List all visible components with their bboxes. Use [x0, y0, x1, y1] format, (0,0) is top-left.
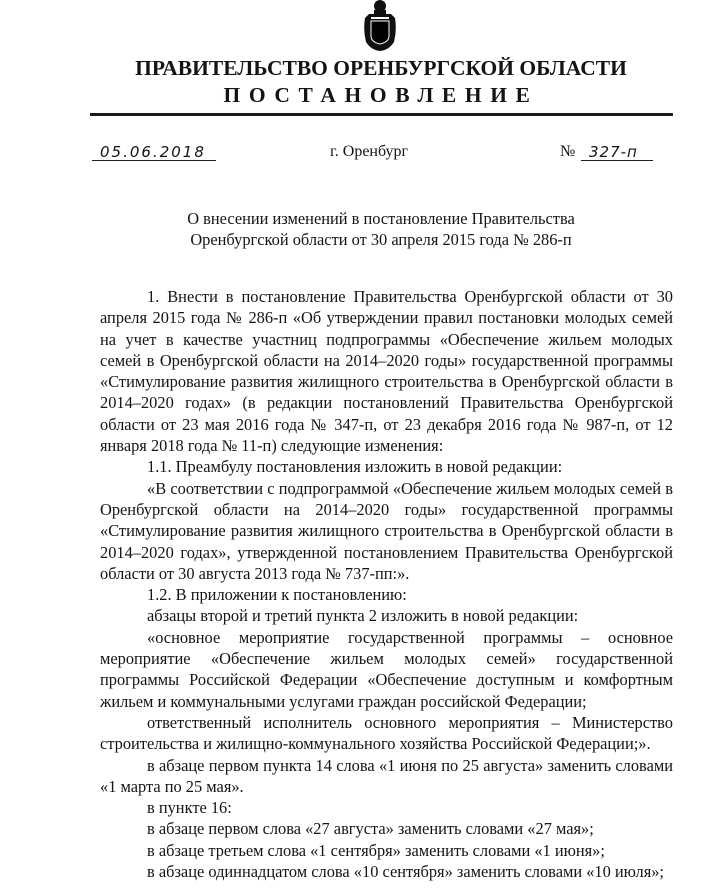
number-label: №	[560, 143, 576, 160]
paragraph-item-2-intro: абзацы второй и третий пункта 2 изложить в новой редакции:	[147, 606, 579, 626]
paragraph-1-1: 1.1. Преамбулу постановления изложить в новой редакции:	[147, 457, 563, 477]
paragraph-preamble: «В соответствии с подпрограммой «Обеспечение жильем молодых семей в Оренбургской области на 2014–2020 годы» государственной программы «Стимулирование развития жилищного строительства в Оренбургской области в 2014–2020 годах», утвержденной постановлением Правительства Оренбургской области от 30 августа 2013 года № 737-пп:».	[100, 478, 673, 583]
paragraph-executor: ответственный исполнитель основного мероприятия – Министерство строительства и жилищно-коммунального хозяйства Российской Федерации;».	[100, 712, 673, 754]
paragraph-item-16-eleventh: в абзаце одиннадцатом слова «10 сентября» заменить словами «10 июля»;	[147, 862, 664, 882]
subject-line: Оренбургской области от 30 апреля 2015 года № 286-п	[190, 230, 572, 249]
paragraph-item-16: в пункте 16:	[147, 798, 232, 818]
subject-line: О внесении изменений в постановление Правительства	[187, 209, 575, 228]
document-body	[100, 286, 673, 882]
paragraph-1-2: 1.2. В приложении к постановлению:	[147, 585, 407, 605]
paragraph-item-16-third: в абзаце третьем слова «1 сентября» заменить словами «1 июня»;	[147, 840, 605, 860]
document-city: г. Оренбург	[330, 143, 409, 160]
paragraph-main-event: «основное мероприятие государственной программы – основное мероприятие «Обеспечение жильем молодых семей» государственной программы Российской Федерации «Обеспечение доступным и комфортным жильем и коммунальными услугами граждан российской Федерации;	[100, 627, 673, 711]
document-date: 05.06.2018	[92, 141, 216, 161]
document-type: ПОСТАНОВЛЕНИЕ	[223, 83, 539, 107]
paragraph-1: 1. Внести в постановление Правительства Оренбургской области от 30 апреля 2015 года № 286-п «Об утверждении правил постановки молодых семей на учет в качестве участниц подпрограммы «Обеспечение жильем молодых семей в Оренбургской области на 2014–2020 годы» государственной программы «Стимулирование развития жилищного строительства в Оренбургской области в 2014–2020 годах» (в редакции постановлений Правительства Оренбургской области от 23 мая 2016 года № 347-п, от 23 декабря 2016 года № 987-п, от 12 января 2018 года № 11-п) следующие изменения:	[100, 287, 673, 456]
paragraph-item-16-first: в абзаце первом слова «27 августа» заменить словами «27 мая»;	[147, 819, 594, 839]
document-number: 327-п	[581, 141, 653, 161]
coat-of-arms-icon	[361, 0, 399, 52]
header-divider	[90, 113, 673, 116]
paragraph-item-14: в абзаце первом пункта 14 слова «1 июня по 25 августа» заменить словами «1 марта по 25 мая».	[100, 755, 673, 796]
document-subject	[0, 208, 720, 250]
organization-title: ПРАВИТЕЛЬСТВО ОРЕНБУРГСКОЙ ОБЛАСТИ	[135, 56, 627, 80]
